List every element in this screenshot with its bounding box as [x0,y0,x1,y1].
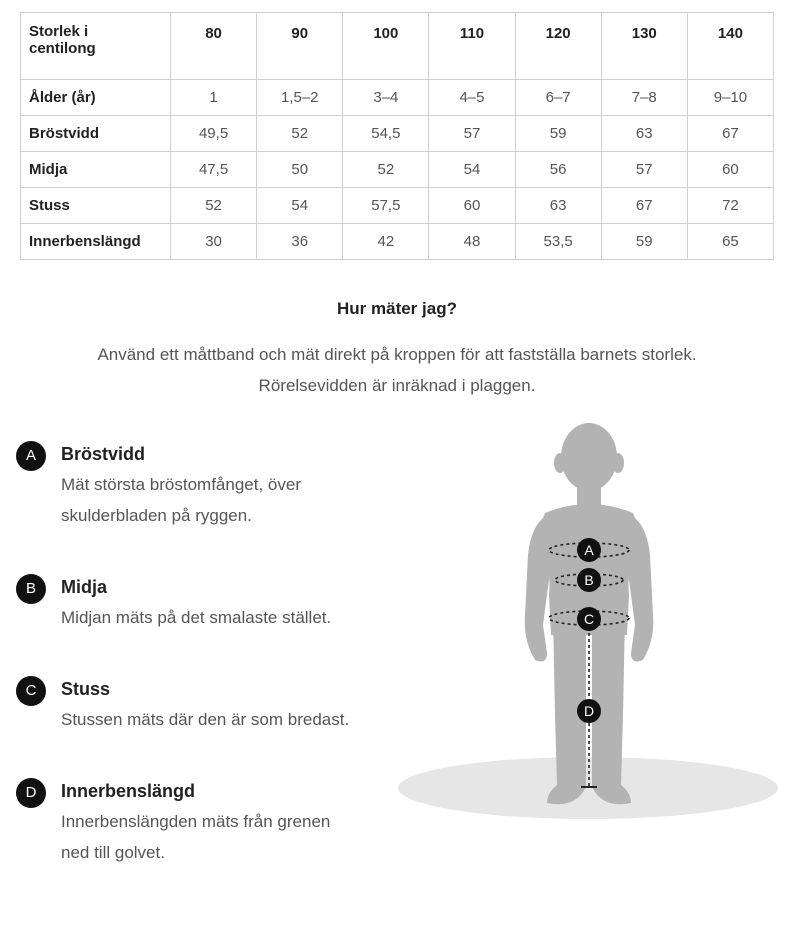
table-row [21,152,774,188]
figure-label-b: B [584,572,594,588]
size-header: 80 [171,13,257,80]
table-cell: 3–4 [343,80,429,116]
how-to-description [0,339,794,401]
figure-label-d: D [583,703,595,719]
row-label: Ålder (år) [21,80,171,116]
letter-badge-c: C [16,676,46,706]
table-row [21,224,774,260]
table-cell: 47,5 [171,152,257,188]
table-cell: 60 [429,188,515,224]
head [561,423,617,491]
measurement-title: Innerbenslängd [61,781,196,801]
table-row [21,80,774,116]
table-cell: 63 [601,116,687,152]
how-to-description-line: Använd ett måttband och mät direkt på kroppen för att fastställa barnets storlek. [97,345,697,364]
size-header: 100 [343,13,429,80]
figure-label-c: C [583,611,595,627]
size-header: 90 [257,13,343,80]
table-cell: 60 [687,152,773,188]
table-cell: 49,5 [171,116,257,152]
row-label: Midja [21,152,171,188]
measurement-title: Bröstvidd [61,444,146,464]
figure-label-a: A [584,542,594,558]
size-table [20,12,774,260]
measurement-title: Midja [61,577,108,597]
left-ear [554,453,566,473]
table-cell: 4–5 [429,80,515,116]
measurement-title: Stuss [61,679,111,699]
figure-badge-d [577,699,601,723]
figure-badge-b [577,568,601,592]
table-cell: 67 [687,116,773,152]
size-header: 110 [429,13,515,80]
table-cell: 65 [687,224,773,260]
size-header: 140 [687,13,773,80]
letter-badge-a: A [16,441,46,471]
table-cell: 42 [343,224,429,260]
table-cell: 9–10 [687,80,773,116]
table-cell: 57 [429,116,515,152]
table-cell: 1,5–2 [257,80,343,116]
size-header: 130 [601,13,687,80]
figure-badge-a [577,538,601,562]
table-cell: 53,5 [515,224,601,260]
letter-badge-d: D [16,778,46,808]
table-cell: 59 [601,224,687,260]
figure-badge-c [577,607,601,631]
row-label: Bröstvidd [21,116,171,152]
right-arm [627,515,653,661]
table-cell: 54 [257,188,343,224]
size-corner-label: Storlek i centilong [21,13,171,80]
table-cell: 36 [257,224,343,260]
table-row [21,116,774,152]
letter-badge-b: B [16,574,46,604]
table-cell: 7–8 [601,80,687,116]
table-cell: 56 [515,152,601,188]
table-cell: 67 [601,188,687,224]
measurement-description: Stussen mäts där den är som bredast. [61,710,350,729]
table-cell: 52 [343,152,429,188]
table-cell: 52 [257,116,343,152]
table-cell: 63 [515,188,601,224]
right-ear [612,453,624,473]
measurement-description: Mät största bröstomfånget, över skulderbladen på ryggen. [61,475,301,525]
table-cell: 72 [687,188,773,224]
table-cell: 57 [601,152,687,188]
table-cell: 48 [429,224,515,260]
child-figure-illustration [395,415,785,825]
table-cell: 30 [171,224,257,260]
left-arm [525,515,551,661]
measurement-description: Innerbenslängden mäts från grenen ned till golvet. [61,812,331,862]
measurement-description: Midjan mäts på det smalaste stället. [61,608,332,627]
table-cell: 52 [171,188,257,224]
table-cell: 59 [515,116,601,152]
table-cell: 57,5 [343,188,429,224]
size-header-row [21,13,774,80]
table-cell: 54 [429,152,515,188]
table-cell: 1 [171,80,257,116]
table-cell: 6–7 [515,80,601,116]
row-label: Innerbenslängd [21,224,171,260]
table-row [21,188,774,224]
size-header: 120 [515,13,601,80]
table-cell: 50 [257,152,343,188]
table-cell: 54,5 [343,116,429,152]
row-label: Stuss [21,188,171,224]
how-to-description-line: Rörelsevidden är inräknad i plaggen. [258,376,536,395]
how-to-title: Hur mäter jag? [337,299,457,318]
